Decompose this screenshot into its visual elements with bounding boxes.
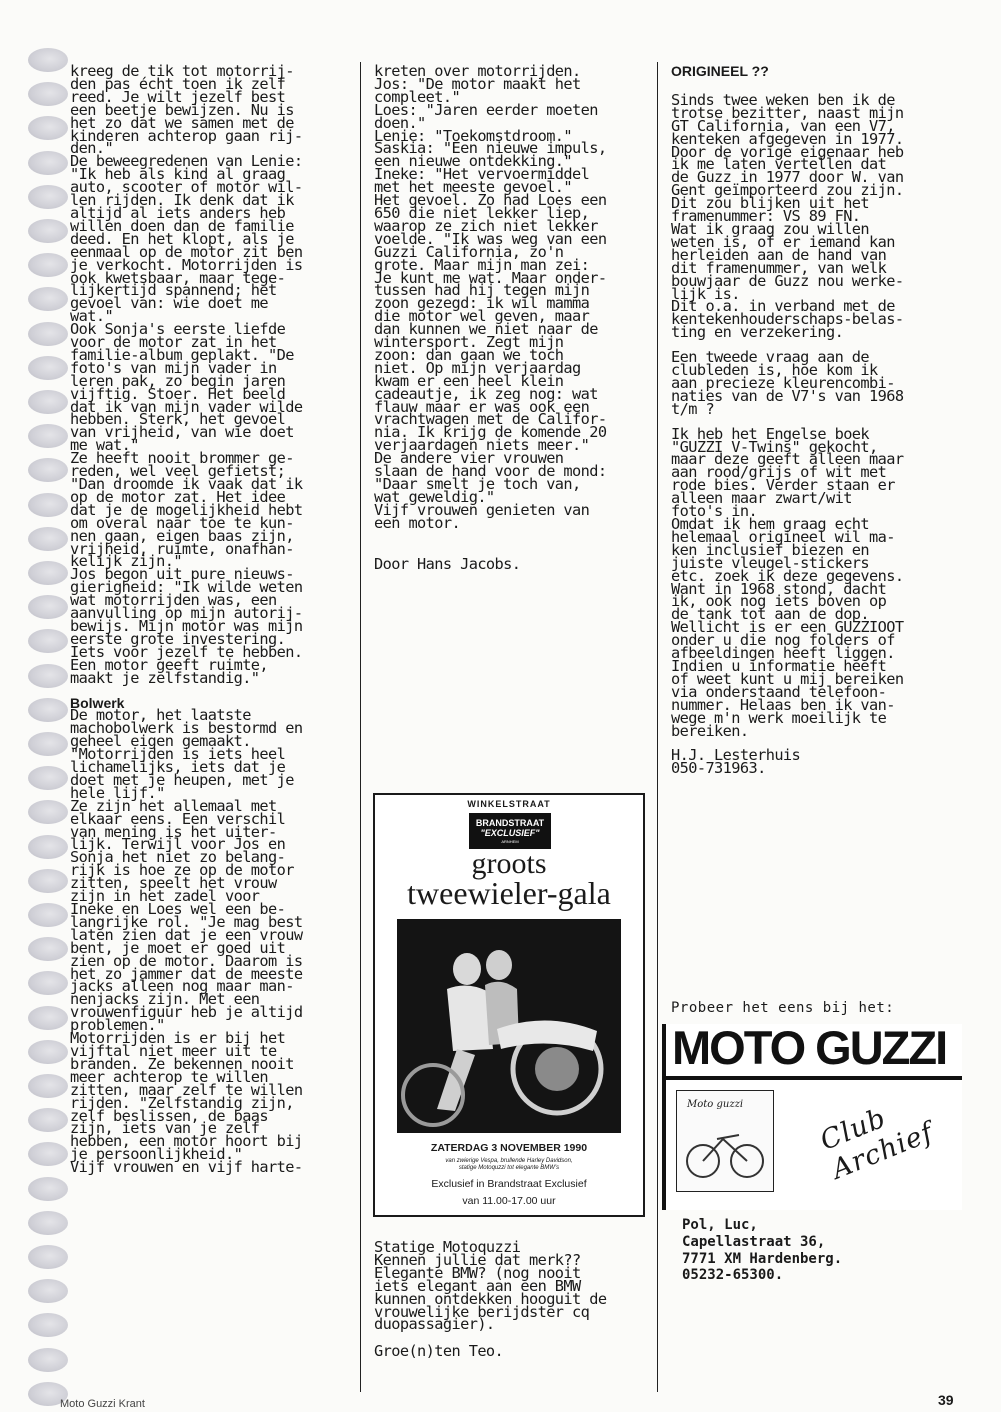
text-line: den." (70, 139, 114, 158)
text-line: vrijheid, ruimte, onafhan- (70, 539, 294, 558)
text-line: Sinds twee weken ben ik de (671, 90, 895, 109)
text-line: hebben, een motor hoort bij (70, 1132, 303, 1151)
text-line: het zo jammer dat de meeste (70, 964, 303, 983)
text-line: kunnen ontdekken hooguit de (374, 1289, 607, 1308)
binding-hole (28, 1279, 68, 1303)
binding-hole (28, 493, 68, 517)
text-line: vijftal niet meer uit te (70, 1041, 277, 1060)
article-text-part2 (70, 706, 350, 1177)
text-line: maakt je zelfstandig." (70, 668, 260, 687)
letter-teo-text (374, 1238, 646, 1334)
binding-hole (28, 322, 68, 346)
text-line: bewijs. Mijn motor was mijn (70, 616, 303, 635)
text-line: Gent geïmporteerd zou zijn. (671, 181, 904, 200)
ad-box-line2: "EXCLUSIEF" (480, 828, 540, 838)
text-line: De beweegredenen van Lenie: (70, 152, 303, 171)
text-line: jacks alleen nog maar man- (70, 977, 294, 996)
text-line: kinderen achterop gaan rij- (70, 126, 303, 145)
text-line: aanvulling op mijn autorij- (70, 604, 303, 623)
text-line: bereiken. (671, 721, 749, 740)
binding-hole (28, 1211, 68, 1235)
binding-hole (28, 527, 68, 551)
binding-hole (28, 82, 68, 106)
ad-small-line1: van zwierige Vespa, brullende Harley Davidson, (445, 1158, 573, 1164)
binding-hole (28, 971, 68, 995)
text-line: Elegante BMW? (nog nooit (374, 1263, 581, 1282)
text-line: vrachtwagen met de Califor- (374, 410, 607, 429)
text-line: tussen had hij tegen mijn (374, 281, 590, 300)
text-line: voor de motor zat in het (70, 333, 277, 352)
text-line: dat je de mogelijkheid hebt (70, 500, 303, 519)
moto-guzzi-club-archief-logo (662, 1024, 962, 1210)
section-heading-bolwerk: Bolwerk (70, 694, 125, 711)
text-line: afbeeldingen heeft liggen. (671, 644, 895, 663)
text-line: dit framenummer, van welk (671, 258, 887, 277)
text-line: doet met je heupen, met je (70, 770, 294, 789)
text-line: etc. zoek ik deze gegevens. (671, 566, 904, 585)
text-line: deed. En het klopt, als je (70, 229, 294, 248)
text-line: zijn in het zadel voor (70, 887, 260, 906)
column-rule (657, 62, 658, 1392)
article-text-part3 (374, 62, 646, 532)
text-line: rijk is hoe ze op de motor (70, 861, 294, 880)
text-line: aan precieze kleurencombi- (671, 373, 895, 392)
binding-hole (28, 766, 68, 790)
text-line: willen doen dan de familie (70, 216, 294, 235)
text-line: familie-album geplakt. "De (70, 345, 294, 364)
text-line: reden, wel veel gefietst; (70, 462, 286, 481)
text-line: een nieuwe ontdekking." (374, 152, 573, 171)
text-line: "Daar smelt je toch van, (374, 475, 581, 493)
ad-exclusief: Exclusief in Brandstraat Exclusief (431, 1178, 587, 1190)
text-line: den pas écht toen ik zelf (70, 74, 286, 93)
ad-hours: van 11.00-17.00 uur (462, 1195, 556, 1207)
binding-hole (28, 458, 68, 482)
text-line: op de motor zat. Het idee (70, 487, 286, 506)
text-line: Ook Sonja's eerste liefde (70, 320, 286, 339)
column-rule (360, 62, 361, 1392)
text-line: zitten, maar zelf te willen (70, 1080, 303, 1099)
text-line: naties van de V7's van 1968 (671, 386, 904, 405)
text-line: Het gevoel. Zo had Loes een (374, 191, 607, 210)
contact-address (682, 1217, 842, 1284)
text-line: trotse bezitter, naast mijn (671, 103, 904, 122)
binding-hole (28, 1142, 68, 1166)
text-line: elkaar eens. Een verschil (70, 809, 286, 828)
text-line: Iets voor jezelf te hebben. (70, 642, 303, 661)
binding-hole (28, 390, 68, 414)
text-line: Ineke: "Het vervoermiddel (374, 165, 590, 184)
text-line: foto's van mijn vader in (70, 358, 277, 377)
binding-hole (28, 1006, 68, 1030)
text-line: auto, scooter of motor wil- (70, 178, 303, 197)
text-line: lichamelijks, iets dat je (70, 758, 286, 777)
text-line: "Dan droomde ik vaak dat ik (70, 475, 303, 493)
text-line: gierigheid: "Ik wilde weten (70, 578, 303, 597)
binding-hole (28, 1313, 68, 1337)
article-text-part1 (70, 62, 350, 687)
binding-hole (28, 561, 68, 585)
ad-small-text (375, 1158, 643, 1172)
binding-hole (28, 1108, 68, 1132)
text-line: dat ik van mijn vader wilde (70, 397, 303, 416)
text-line: me wat." (70, 436, 139, 455)
letter-teo (374, 1238, 646, 1361)
motorcycle-riders-image (397, 919, 621, 1133)
text-line: wege m'n werk moeilijk te (671, 708, 887, 727)
binding-hole (28, 116, 68, 140)
text-line: waarop ze zich niet lekker (374, 216, 598, 235)
text-line: onder u die nog folders of (671, 631, 895, 650)
text-line: slaan de hand voor de mond: (374, 462, 607, 481)
page-number: 39 (938, 1392, 954, 1408)
text-line: ken inclusief biezen en (671, 540, 870, 559)
binding-hole (28, 698, 68, 722)
text-line: alleen maar zwart/wit (671, 489, 852, 508)
text-line: ook kwetsbaar, maar tege- (70, 268, 286, 287)
text-line: gevoel van: wie doet me (70, 294, 269, 313)
text-line: Door de vorige eigenaar heb (671, 142, 904, 161)
text-line: duopassagier). (374, 1315, 495, 1334)
binding-hole (28, 1177, 68, 1201)
text-line: zelf beslissen, de baas (70, 1106, 269, 1125)
text-line: Ineke en Loes wel een be- (70, 900, 286, 918)
article-column-2 (374, 62, 646, 573)
ad-logo-box (469, 813, 551, 849)
article-title-origineel: ORIGINEEL ?? (671, 63, 769, 79)
text-line: lijkertijd spannend; het (70, 281, 277, 300)
text-line: Kennen jullie dat merk?? (374, 1250, 581, 1269)
text-line: of weet kunt u mij bereiken (671, 669, 904, 688)
text-line: reed. Je wilt jezelf best (70, 87, 286, 106)
binding-hole (28, 664, 68, 688)
text-line: Dit zou blijken uit het (671, 194, 870, 213)
text-line: Een motor geeft ruimte, (70, 655, 269, 674)
text-line: vrouwelijke berijdster cq (374, 1302, 590, 1321)
text-line: juiste vleugel-stickers (671, 553, 870, 572)
binding-hole (28, 869, 68, 893)
binding-holes (28, 40, 68, 1412)
text-line: je persoonlijkheid." (70, 1145, 243, 1164)
binding-hole (28, 48, 68, 72)
text-line: problemen." (70, 1016, 165, 1035)
text-line: Motorrijden is er bij het (70, 1029, 286, 1048)
binding-hole (28, 595, 68, 619)
text-line: "GUZZI V-Twins" gekocht, (671, 437, 878, 456)
logo-script: Club Archief (816, 1102, 938, 1186)
text-line: doen." (374, 113, 426, 132)
promo-lead-text: Probeer het eens bij het: (671, 1000, 895, 1016)
text-line: t/m ? (671, 399, 715, 418)
paragraph-2 (671, 348, 956, 418)
signature-phone: 050-731963. (671, 759, 766, 778)
paragraph-3 (671, 424, 956, 740)
contact-line: 7771 XM Hardenberg. (682, 1250, 843, 1267)
footer-publication: Moto Guzzi Krant (60, 1398, 145, 1410)
text-line: wat." (70, 307, 114, 326)
text-line: Guzzi California, zo'n (374, 242, 564, 261)
article-column-1 (70, 62, 350, 1177)
text-line: maar deze geeft alleen maar (671, 450, 904, 469)
text-line: compleet." (374, 87, 461, 106)
ad-box-line1: BRANDSTRAAT (475, 818, 545, 828)
ad-arch-text: WINKELSTRAAT (467, 799, 551, 809)
text-line: om overal naar toe te kun- (70, 513, 294, 532)
text-line: voelde. "Ik was weg van een (374, 229, 607, 248)
text-line: Indien u informatie heeft (671, 656, 887, 675)
text-line: die motor wel geven, maar (374, 307, 590, 326)
binding-hole (28, 1245, 68, 1269)
ad-small-line2: statige Motoquzzi tot elegante BMW's (458, 1165, 560, 1171)
text-line: zoon: dan gaan we toch (374, 345, 564, 364)
logo-book-motorbike (677, 1091, 773, 1191)
text-line: wintersport. Zegt mijn (374, 333, 564, 352)
text-line: zien op de motor. Daarom is (70, 951, 303, 970)
text-line: Je kunt me wat. Maar onder- (374, 268, 607, 287)
text-line: 650 die niet lekker liep, (374, 203, 590, 222)
text-line: nen gaan, eigen baas zijn, (70, 526, 294, 545)
text-line: Sonja het niet zo belang- (70, 848, 286, 867)
text-line: hele lijf." (70, 783, 165, 802)
text-line: flauw maar er was ook een (374, 397, 590, 416)
text-line: Jos begon uit pure nieuws- (70, 565, 294, 584)
text-line: een beetje bewijzen. Nu is (70, 100, 294, 119)
text-line: kentekenhouderschaps-belas- (671, 310, 904, 329)
text-line: geheel eigen gemaakt. (70, 732, 251, 751)
signature-name: H.J. Lesterhuis (671, 746, 801, 765)
text-line: zitten, speelt het vrouw (70, 874, 277, 893)
text-line: "Motorrijden is iets heel (70, 745, 286, 764)
text-line: Vijf vrouwen en vijf harte- (70, 1158, 303, 1177)
text-line: Ze zijn het allemaal met (70, 796, 277, 815)
binding-hole (28, 253, 68, 277)
binding-hole (28, 287, 68, 311)
text-line: nummer. Helaas ben ik van- (671, 695, 895, 714)
text-line: kwam er een heel klein (374, 371, 564, 390)
text-line: kelijk zijn." (70, 552, 182, 571)
text-line: aan rood/grijs of wit met (671, 463, 887, 482)
text-line: ting en verzekering. (671, 323, 844, 342)
text-line: via onderstaand telefoon- (671, 682, 887, 701)
binding-hole (28, 732, 68, 756)
binding-hole (28, 800, 68, 824)
text-line: meer achterop te willen (70, 1067, 269, 1086)
text-line: Want in 1968 stond, dacht (671, 579, 887, 598)
binding-hole (28, 903, 68, 927)
byline: Door Hans Jacobs. (374, 554, 521, 573)
text-line: van vrijheid, van wie doet (70, 423, 294, 442)
text-line: zijn, iets van je zelf (70, 1119, 260, 1138)
text-line: leren pak, zo begin jaren (70, 371, 286, 390)
text-line: de tank tot aan de dop. (671, 605, 870, 624)
text-line: van mening is het uiter- (70, 822, 277, 841)
text-line: bouwjaar de Guzz nou werke- (671, 271, 904, 290)
text-line: herleiden aan de hand van (671, 245, 887, 264)
logo-title: MOTO GUZZI (672, 1024, 947, 1074)
binding-hole (28, 937, 68, 961)
ad-headline-2: tweewieler-gala (407, 875, 611, 911)
text-line: De andere vier vrouwen (374, 449, 564, 468)
text-line: GT California, van een V7, (671, 116, 895, 135)
text-line: zoon gezegd: ik wil mamma (374, 294, 590, 313)
binding-hole (28, 1040, 68, 1064)
ad-motorcycle-photo (397, 919, 621, 1133)
binding-hole (28, 629, 68, 653)
text-line: machobolwerk is bestormd en (70, 719, 303, 738)
text-line: Jos: "De motor maakt het (374, 74, 581, 93)
text-line: branden. Ze bekennen nooit (70, 1054, 294, 1073)
letter-teo-signature: Groe(n)ten Teo. (374, 1342, 504, 1361)
text-line: de Guzz in 1977 door W. van (671, 168, 904, 187)
text-line: dan kunnen we niet naar de (374, 320, 598, 339)
text-line: "Ik heb als kind al graag (70, 165, 286, 184)
text-line: laten zien dat je een vrouw (70, 925, 303, 944)
text-line: bent, je moet er goed uit (70, 938, 286, 957)
text-line: kenteken afgegeven in 1977. (671, 129, 904, 148)
text-line: foto's in. (671, 502, 758, 521)
text-line: rode bies. Verder staan er (671, 476, 895, 495)
text-line: Wat ik graag zou willen (671, 219, 870, 238)
ad-headline-1: groots (471, 847, 547, 880)
text-line: len rijden. Ik denk dat ik (70, 191, 294, 210)
text-line: niet. Op mijn verjaardag (374, 358, 581, 377)
text-line: framenummer: VS 89 FN. (671, 207, 861, 226)
text-line: vijftig. Stoer. Het beeld (70, 384, 286, 403)
binding-hole (28, 219, 68, 243)
text-line: grote. Maar mijn man zei: (374, 255, 590, 274)
text-line: De motor, het laatste (70, 706, 251, 725)
advertisement-tweewieler-gala (373, 793, 645, 1217)
text-line: het zo dat we samen met de (70, 113, 294, 132)
text-line: wat motorrijden was, een (70, 591, 277, 610)
text-line: nenjacks zijn. Met een (70, 990, 260, 1009)
logo-book-title: Moto guzzi (687, 1099, 744, 1110)
text-line: altijd al iets anders heb (70, 203, 286, 222)
text-line: iets elegant aan een BMW (374, 1276, 581, 1295)
text-line: rijden. "Zelfstandig zijn, (70, 1093, 294, 1112)
text-line: clubleden is, hoe kom ik (671, 361, 878, 380)
binding-hole (28, 1348, 68, 1372)
text-line: lijk. Terwijl voor Jos en (70, 835, 286, 854)
contact-line: 05232-65300. (682, 1267, 784, 1284)
text-line: nia. Ik krijg de komende 20 (374, 423, 607, 442)
logo-rule (666, 1076, 962, 1080)
ad-box-line3: ARNHEM (501, 839, 519, 844)
text-line: Ik heb het Engelse boek (671, 424, 870, 443)
text-line: helemaal origineel wil ma- (671, 527, 895, 546)
contact-line: Capellastraat 36, (682, 1233, 826, 1250)
text-line: Statige Motoquzzi (374, 1238, 521, 1256)
text-line: hebben. Sterk, het gevoel (70, 410, 286, 429)
logo-book-image (676, 1090, 774, 1192)
ad-date: ZATERDAG 3 NOVEMBER 1990 (430, 1142, 588, 1154)
text-line: Wellicht is er een GUZZIOOT (671, 618, 904, 637)
text-line: Saskia: "Een nieuwe impuls, (374, 139, 607, 158)
text-line: eerste grote investering. (70, 629, 286, 648)
text-line: vrouwenfiguur heb je altijd (70, 1003, 303, 1022)
text-line: ik me laten vertellen dat (671, 155, 887, 174)
text-line: lijk is. (671, 284, 740, 303)
binding-hole (28, 1074, 68, 1098)
text-line: kreeg de tik tot motorrij- (70, 62, 294, 80)
binding-hole (28, 356, 68, 380)
binding-hole (28, 835, 68, 859)
text-line: een motor. (374, 513, 461, 532)
text-line: je verkocht. Motorrijden is (70, 255, 303, 274)
binding-hole (28, 424, 68, 448)
text-line: Ze heeft nooit brommer ge- (70, 449, 294, 468)
text-line: Omdat ik hem graag echt (671, 515, 870, 533)
text-line: langrijke rol. "Je mag best (70, 912, 303, 931)
text-line: cadeautje, ik zeg nog: wat (374, 384, 598, 403)
text-line: verjaardagen niets meer." (374, 436, 590, 455)
text-line: weten is, of er iemand kan (671, 232, 895, 251)
contact-line: Pol, Luc, (682, 1217, 758, 1233)
text-line: eenmaal op de motor zit ben (70, 242, 303, 261)
text-line: Lenie: "Toekomstdroom." (374, 126, 573, 145)
text-line: kreten over motorrijden. (374, 62, 581, 80)
text-line: Een tweede vraag aan de (671, 348, 870, 367)
text-line: Dit o.a. in verband met de (671, 297, 895, 316)
paragraph-1 (671, 90, 956, 342)
text-line: Loes: "Jaren eerder moeten (374, 100, 598, 119)
text-line: met het meeste gevoel." (374, 178, 573, 197)
article-column-3 (671, 63, 956, 778)
text-line: Vijf vrouwen genieten van (374, 500, 590, 519)
text-line: ik, ook nog iets boven op (671, 592, 887, 611)
binding-hole (28, 151, 68, 175)
binding-hole (28, 185, 68, 209)
text-line: wat geweldig." (374, 487, 495, 506)
